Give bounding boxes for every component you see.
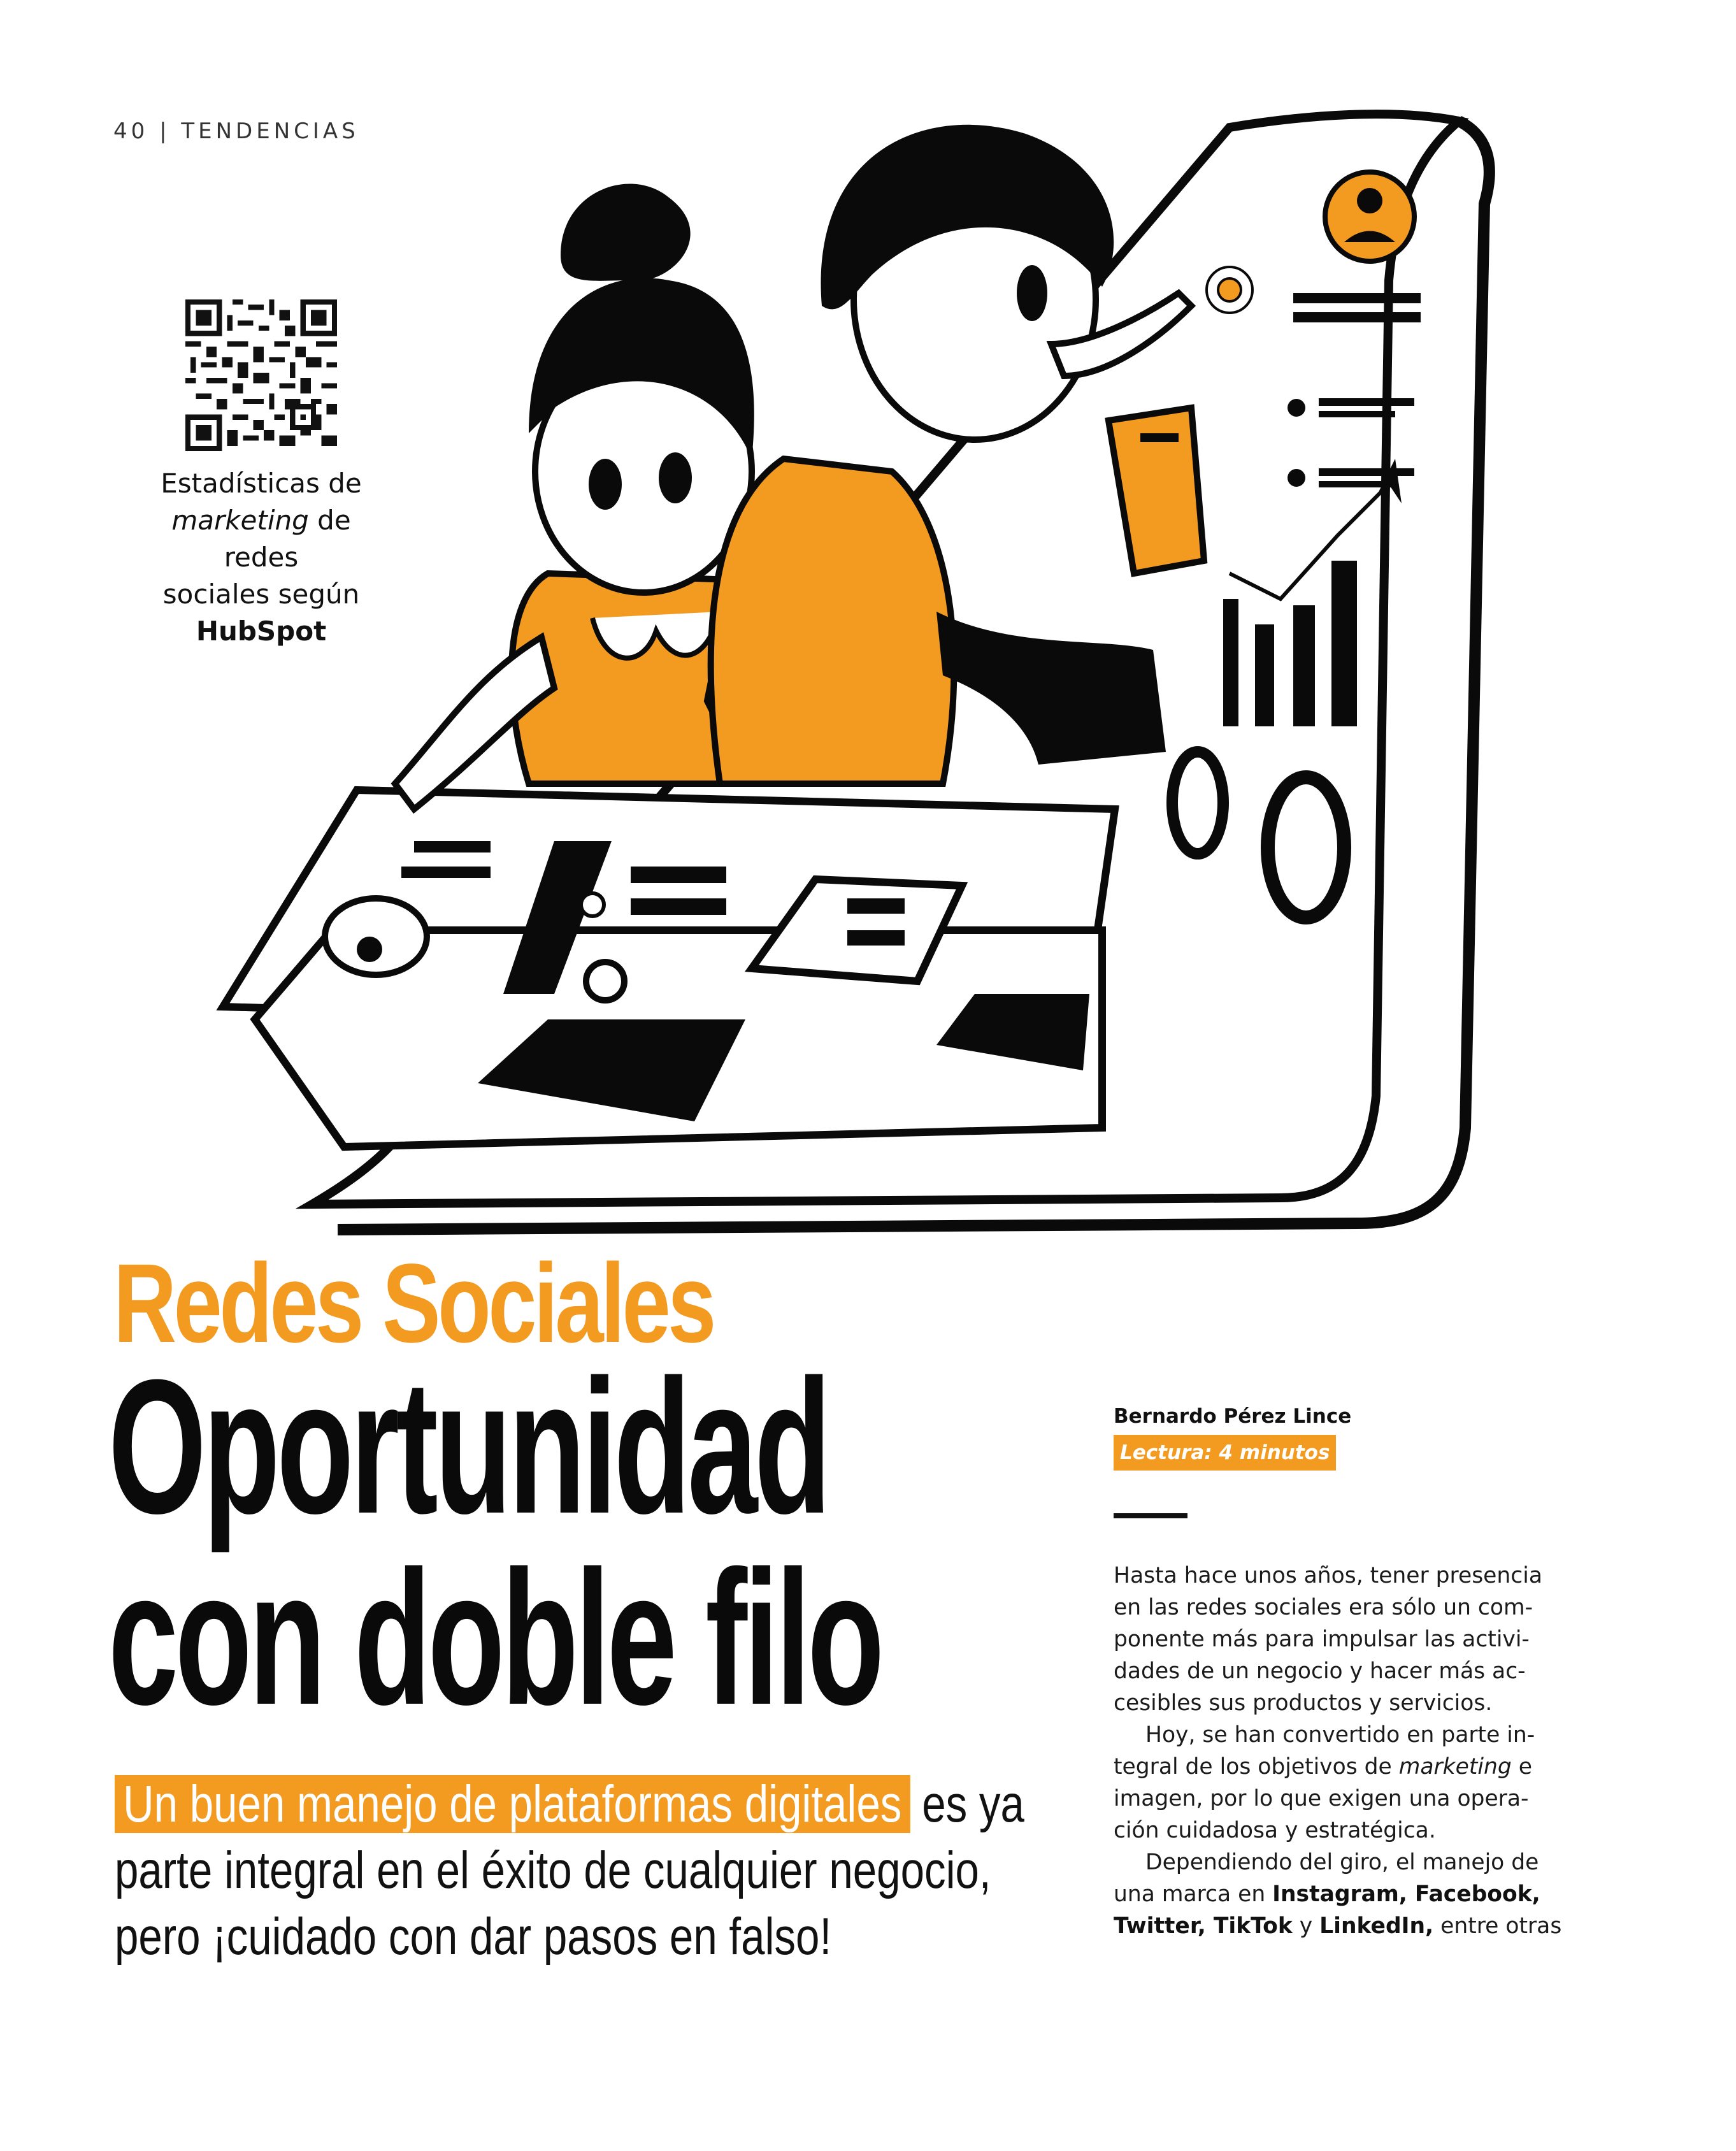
deck-highlight: Un buen manejo de plataformas digitales <box>115 1775 910 1833</box>
body-text: entre otras <box>1433 1913 1562 1939</box>
author-byline: Bernardo Pérez Lince <box>1114 1405 1352 1428</box>
deck-line-1 <box>115 1771 1024 1838</box>
body-text: tegral de los objetivos de <box>1114 1754 1399 1780</box>
body-line: ponente más para impulsar las activi- <box>1114 1627 1530 1652</box>
body-line: Hasta hace unos años, tener presencia <box>1114 1563 1542 1588</box>
article-title <box>108 1339 881 1745</box>
body-emphasis: marketing <box>1398 1754 1512 1780</box>
qr-caption-brand: HubSpot <box>196 615 327 647</box>
body-line: Dependiendo del giro, el manejo de <box>1145 1850 1539 1875</box>
article-title-line-2: con doble filo <box>108 1530 881 1745</box>
deck-line-2: parte integral en el éxito de cualquier negocio, <box>115 1841 991 1899</box>
body-line: dades de un negocio y hacer más ac- <box>1114 1658 1526 1684</box>
qr-caption <box>153 465 369 650</box>
article-kicker: Redes Sociales <box>113 1241 714 1366</box>
article-body <box>1114 1560 1579 1942</box>
body-line <box>1114 1910 1579 1942</box>
page-number: 40 <box>113 119 149 144</box>
deck-line-1-rest: es ya <box>910 1775 1024 1833</box>
body-bold: LinkedIn, <box>1319 1913 1434 1939</box>
qr-block <box>153 299 369 650</box>
body-line: imagen, por lo que exigen una opera- <box>1114 1786 1529 1811</box>
qr-caption-line-3: sociales según <box>162 579 360 610</box>
body-text: y <box>1292 1913 1320 1939</box>
profile-circle <box>1325 172 1414 261</box>
body-bold: Instagram, Facebook, <box>1272 1881 1540 1907</box>
qr-caption-line-2-rest: de redes <box>224 505 351 573</box>
article-title-line-1: Oportunidad <box>108 1339 828 1553</box>
folio-separator: | <box>159 119 171 144</box>
qr-caption-emphasis: marketing <box>171 505 309 536</box>
body-line: en las redes sociales era sólo un com- <box>1114 1595 1533 1620</box>
article-deck <box>115 1771 1024 1970</box>
body-line <box>1114 1751 1579 1783</box>
qr-code[interactable] <box>185 299 337 451</box>
qr-caption-line-2 <box>153 502 369 576</box>
byline-divider <box>1114 1513 1187 1518</box>
body-line: Hoy, se han convertido en parte in- <box>1145 1722 1535 1748</box>
body-text: e <box>1511 1754 1532 1780</box>
body-text: una marca en <box>1114 1881 1273 1907</box>
reading-time-badge: Lectura: 4 minutos <box>1114 1435 1336 1471</box>
hero-illustration <box>147 76 1516 1255</box>
body-line: cesibles sus productos y servicios. <box>1114 1690 1493 1716</box>
deck-line-3: pero ¡cuidado con dar pasos en falso! <box>115 1908 832 1966</box>
body-line <box>1114 1878 1579 1910</box>
body-line: ción cuidadosa y estratégica. <box>1114 1818 1436 1843</box>
body-bold: Twitter, TikTok <box>1114 1913 1293 1939</box>
section-name: TENDENCIAS <box>181 119 359 144</box>
qr-caption-line-1: Estadísticas de <box>161 468 362 499</box>
